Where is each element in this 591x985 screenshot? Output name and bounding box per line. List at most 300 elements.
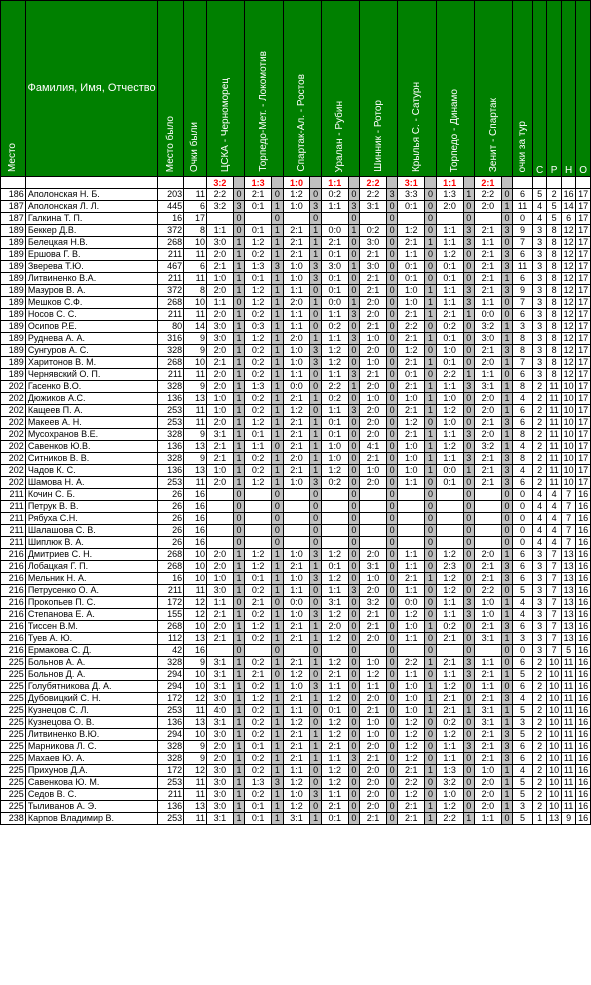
prediction-cell: 1:1	[283, 309, 310, 321]
stat-cell: 2	[532, 417, 546, 429]
prediction-points-cell: 1	[272, 765, 283, 777]
tour-points-cell: 6	[513, 477, 533, 489]
stat-cell: 11	[547, 477, 561, 489]
prediction-cell: 2:1	[398, 405, 425, 417]
prediction-points-cell: 0	[463, 573, 474, 585]
place-cell: 225	[1, 705, 26, 717]
prediction-points-cell: 0	[463, 273, 474, 285]
prediction-cell: 1:2	[321, 345, 348, 357]
prediction-cell: 0:2	[245, 705, 272, 717]
prediction-points-cell: 3	[501, 417, 512, 429]
prediction-cell: 1:2	[245, 477, 272, 489]
tour-points-cell: 5	[513, 669, 533, 681]
prediction-points-cell: 1	[501, 381, 512, 393]
tour-points-cell: 5	[513, 813, 533, 825]
name-cell: Харитонов В. М.	[25, 357, 157, 369]
prediction-points-cell: 1	[233, 801, 244, 813]
prediction-points-cell: 1	[425, 765, 436, 777]
prediction-cell	[245, 537, 272, 549]
tour-points-cell: 6	[513, 753, 533, 765]
place-was-cell: 136	[158, 393, 184, 405]
prediction-points-cell: 0	[463, 249, 474, 261]
prediction-cell	[474, 213, 501, 225]
prediction-points-cell: 1	[233, 357, 244, 369]
tour-points-cell: 5	[513, 729, 533, 741]
prediction-cell: 1:2	[321, 609, 348, 621]
place-was-cell: 26	[158, 537, 184, 549]
stat-cell: 10	[547, 681, 561, 693]
prediction-points-cell: 1	[501, 669, 512, 681]
prediction-cell: 0:0	[283, 597, 310, 609]
prediction-points-cell: 3	[310, 573, 321, 585]
prediction-cell: 2:1	[436, 657, 463, 669]
prediction-points-cell: 0	[425, 513, 436, 525]
prediction-cell: 0:1	[321, 273, 348, 285]
prediction-cell	[436, 213, 463, 225]
place-cell: 225	[1, 801, 26, 813]
header-row	[1, 1, 591, 177]
prediction-points-cell: 0	[463, 501, 474, 513]
prediction-points-cell: 0	[348, 213, 359, 225]
prediction-points-cell: 0	[501, 645, 512, 657]
prediction-cell: 0:2	[321, 477, 348, 489]
prediction-points-cell: 0	[386, 669, 397, 681]
prediction-points-cell: 1	[501, 333, 512, 345]
prediction-cell: 2:3	[436, 561, 463, 573]
prediction-points-cell: 0	[272, 537, 283, 549]
place-was-cell: 172	[158, 693, 184, 705]
place-was-cell: 372	[158, 225, 184, 237]
place-cell: 216	[1, 621, 26, 633]
stat-cell: 3	[532, 297, 546, 309]
prediction-points-cell: 0	[310, 801, 321, 813]
prediction-points-cell: 0	[386, 789, 397, 801]
prediction-points-cell: 1	[233, 741, 244, 753]
stat-cell: 11	[561, 777, 575, 789]
prediction-points-cell: 1	[233, 777, 244, 789]
stat-cell: 16	[576, 585, 591, 597]
stat-cell: 17	[576, 405, 591, 417]
prediction-points-cell: 0	[348, 645, 359, 657]
prediction-points-cell: 0	[425, 249, 436, 261]
stat-cell: 17	[576, 261, 591, 273]
stat-cell: 10	[547, 801, 561, 813]
stat-cell: 11	[547, 441, 561, 453]
prediction-cell	[398, 501, 425, 513]
tour-points-cell: 6	[513, 741, 533, 753]
prediction-cell: 1:2	[436, 249, 463, 261]
name-cell: Ермакова С. Д.	[25, 645, 157, 657]
prediction-points-cell: 1	[233, 669, 244, 681]
prediction-cell: 2:1	[360, 753, 387, 765]
prediction-cell: 2:1	[474, 453, 501, 465]
prediction-points-cell: 1	[233, 429, 244, 441]
stat-cell: 16	[576, 777, 591, 789]
stat-cell: 16	[576, 717, 591, 729]
prediction-cell	[436, 489, 463, 501]
tour-points-cell: 0	[513, 513, 533, 525]
prediction-cell: 0:2	[436, 321, 463, 333]
prediction-cell: 2:0	[206, 549, 233, 561]
place-cell: 189	[1, 369, 26, 381]
prediction-points-cell: 0	[425, 561, 436, 573]
prediction-points-cell: 0	[348, 285, 359, 297]
prediction-cell: 1:2	[321, 549, 348, 561]
prediction-points-cell: 0	[425, 585, 436, 597]
prediction-points-cell: 0	[272, 597, 283, 609]
prediction-points-cell: 0	[386, 381, 397, 393]
stat-cell: 16	[576, 501, 591, 513]
place-was-cell: 316	[158, 333, 184, 345]
place-was-cell: 328	[158, 381, 184, 393]
prediction-cell: 1:1	[436, 225, 463, 237]
name-cell: Руднева А. А.	[25, 333, 157, 345]
tour-points-cell: 7	[513, 237, 533, 249]
prediction-cell: 2:1	[245, 189, 272, 201]
prediction-points-cell: 1	[501, 789, 512, 801]
prediction-cell: 1:1	[206, 597, 233, 609]
prediction-cell: 0:3	[245, 321, 272, 333]
stat-cell: 17	[576, 393, 591, 405]
prediction-cell: 0:2	[245, 657, 272, 669]
prediction-points-cell: 1	[233, 585, 244, 597]
stat-cell: 4	[532, 489, 546, 501]
stat-cell: 12	[561, 297, 575, 309]
prediction-points-cell: 3	[501, 573, 512, 585]
stat-cell: 16	[561, 189, 575, 201]
prediction-cell: 2:1	[474, 417, 501, 429]
prediction-cell: 1:2	[321, 657, 348, 669]
place-cell: 225	[1, 657, 26, 669]
prediction-points-cell: 1	[233, 633, 244, 645]
prediction-cell: 2:1	[321, 237, 348, 249]
prediction-cell: 0:1	[245, 201, 272, 213]
prediction-points-cell: 0	[348, 441, 359, 453]
name-cell: Аполонская Н. Б.	[25, 189, 157, 201]
prediction-points-cell: 1	[272, 357, 283, 369]
place-cell: 189	[1, 321, 26, 333]
prediction-points-cell: 1	[501, 441, 512, 453]
prediction-cell: 2:2	[206, 189, 233, 201]
stat-cell: 16	[576, 537, 591, 549]
prediction-cell: 2:1	[474, 573, 501, 585]
prediction-points-cell: 1	[272, 309, 283, 321]
stat-cell: 11	[561, 729, 575, 741]
prediction-cell	[245, 501, 272, 513]
prediction-cell: 1:2	[398, 225, 425, 237]
match-result: 2:1	[474, 177, 501, 189]
prediction-points-cell: 0	[348, 729, 359, 741]
prediction-cell: 3:1	[321, 597, 348, 609]
prediction-cell	[245, 645, 272, 657]
prediction-cell: 0:2	[245, 681, 272, 693]
prediction-points-cell: 0	[463, 585, 474, 597]
prediction-points-cell: 0	[233, 525, 244, 537]
stat-cell: 2	[532, 729, 546, 741]
prediction-cell: 2:1	[283, 633, 310, 645]
stat-cell: 12	[561, 261, 575, 273]
prediction-cell: 1:0	[283, 201, 310, 213]
prediction-points-cell: 0	[425, 789, 436, 801]
match-header-1: ЦСКА - Черноморец	[206, 1, 244, 177]
prediction-cell: 0:1	[245, 225, 272, 237]
prediction-points-cell: 0	[348, 573, 359, 585]
prediction-cell: 1:2	[436, 801, 463, 813]
prediction-cell: 2:0	[360, 801, 387, 813]
name-cell: Макеев А. Н.	[25, 417, 157, 429]
table-row	[1, 441, 591, 453]
prediction-points-cell: 3	[501, 561, 512, 573]
prediction-points-cell: 0	[348, 525, 359, 537]
prediction-points-cell: 1	[425, 297, 436, 309]
prediction-cell: 0:0	[321, 225, 348, 237]
place-cell: 225	[1, 765, 26, 777]
table-row	[1, 741, 591, 753]
table-row	[1, 321, 591, 333]
prediction-points-cell: 0	[310, 309, 321, 321]
prediction-points-cell: 0	[233, 489, 244, 501]
prediction-points-cell: 0	[425, 549, 436, 561]
place-was-cell: 136	[158, 465, 184, 477]
prediction-points-cell: 0	[386, 429, 397, 441]
results-separator	[272, 177, 283, 189]
prediction-points-cell: 0	[386, 297, 397, 309]
tour-points-cell: 9	[513, 225, 533, 237]
points-were-cell: 11	[184, 405, 207, 417]
prediction-cell: 1:1	[360, 681, 387, 693]
prediction-cell: 4:1	[360, 441, 387, 453]
prediction-points-cell: 0	[386, 729, 397, 741]
prediction-cell: 0:2	[245, 309, 272, 321]
stat-cell: 11	[561, 681, 575, 693]
prediction-points-cell: 0	[272, 489, 283, 501]
prediction-cell: 1:0	[398, 453, 425, 465]
prediction-points-cell: 1	[233, 609, 244, 621]
prediction-points-cell: 1	[501, 357, 512, 369]
stat-cell: 16	[576, 573, 591, 585]
prediction-cell: 1:1	[474, 237, 501, 249]
prediction-points-cell: 1	[272, 789, 283, 801]
place-cell: 216	[1, 597, 26, 609]
prediction-points-cell: 0	[272, 645, 283, 657]
place-was-cell: 26	[158, 513, 184, 525]
prediction-cell: 1:1	[398, 549, 425, 561]
stat-cell: 3	[532, 285, 546, 297]
prediction-cell: 2:0	[283, 453, 310, 465]
table-row	[1, 213, 591, 225]
prediction-points-cell: 0	[348, 273, 359, 285]
prediction-cell: 0:2	[436, 621, 463, 633]
place-was-cell: 467	[158, 261, 184, 273]
prediction-cell: 0:2	[321, 393, 348, 405]
prediction-points-cell: 1	[425, 453, 436, 465]
prediction-points-cell: 3	[348, 309, 359, 321]
prediction-points-cell: 1	[272, 417, 283, 429]
stat-cell: 11	[561, 657, 575, 669]
prediction-cell: 1:2	[321, 573, 348, 585]
prediction-cell: 1:2	[436, 573, 463, 585]
prediction-cell	[321, 501, 348, 513]
stat-cell: 12	[561, 345, 575, 357]
results-blank	[25, 177, 157, 189]
prediction-cell: 2:2	[436, 369, 463, 381]
stat-cell: 17	[576, 297, 591, 309]
place-cell: 216	[1, 561, 26, 573]
prediction-cell: 2:0	[474, 393, 501, 405]
match-header-6: Крылья С. - Сатурн	[398, 1, 436, 177]
prediction-points-cell: 0	[386, 249, 397, 261]
name-cell: Галкина Т. П.	[25, 213, 157, 225]
prediction-cell: 2:2	[398, 777, 425, 789]
prediction-points-cell: 0	[425, 525, 436, 537]
stat-cell: 8	[547, 333, 561, 345]
prediction-cell: 2:1	[283, 693, 310, 705]
prediction-cell: 2:0	[206, 369, 233, 381]
prediction-points-cell: 0	[386, 345, 397, 357]
prediction-cell: 2:1	[474, 465, 501, 477]
prediction-points-cell: 0	[463, 261, 474, 273]
stat-cell: 16	[576, 801, 591, 813]
prediction-points-cell: 0	[425, 273, 436, 285]
place-was-cell: 268	[158, 297, 184, 309]
prediction-points-cell: 0	[348, 549, 359, 561]
stat-cell: 16	[576, 609, 591, 621]
prediction-points-cell: 1	[310, 333, 321, 345]
prediction-cell: 2:0	[474, 549, 501, 561]
stat-cell: 10	[561, 453, 575, 465]
prediction-cell: 2:1	[474, 669, 501, 681]
table-row	[1, 513, 591, 525]
prediction-points-cell: 0	[425, 753, 436, 765]
prediction-points-cell: 0	[425, 633, 436, 645]
place-was-cell: 294	[158, 681, 184, 693]
prediction-points-cell: 0	[463, 753, 474, 765]
prediction-cell: 1:1	[321, 753, 348, 765]
prediction-cell: 0:2	[360, 225, 387, 237]
prediction-points-cell: 1	[310, 453, 321, 465]
prediction-cell: 2:0	[360, 381, 387, 393]
points-were-cell: 10	[184, 357, 207, 369]
stat-cell: 10	[561, 465, 575, 477]
stat-cell: 2	[532, 657, 546, 669]
table-row	[1, 573, 591, 585]
name-cell: Туев А. Ю.	[25, 633, 157, 645]
prediction-cell: 1:1	[398, 477, 425, 489]
stat-cell: 10	[561, 429, 575, 441]
prediction-points-cell: 1	[310, 237, 321, 249]
prediction-cell: 3:0	[206, 333, 233, 345]
prediction-cell: 0:1	[398, 261, 425, 273]
table-row	[1, 777, 591, 789]
stat-cell: 11	[561, 705, 575, 717]
place-cell: 211	[1, 537, 26, 549]
stat-cell: 3	[532, 333, 546, 345]
stat-cell: 16	[576, 561, 591, 573]
table-row	[1, 609, 591, 621]
prediction-points-cell: 0	[310, 525, 321, 537]
prediction-cell	[360, 645, 387, 657]
prediction-points-cell: 3	[348, 405, 359, 417]
match-header-3: Спартак-Ал. - Ростов	[283, 1, 321, 177]
prediction-points-cell: 1	[233, 285, 244, 297]
prediction-cell: 2:1	[321, 801, 348, 813]
points-were-cell: 17	[184, 213, 207, 225]
tour-points-cell: 4	[513, 609, 533, 621]
prediction-cell: 2:0	[474, 429, 501, 441]
prediction-points-cell: 0	[501, 213, 512, 225]
name-cell: Дубовицкий С. Н.	[25, 693, 157, 705]
prediction-cell: 2:1	[474, 561, 501, 573]
place-was-cell: 253	[158, 405, 184, 417]
points-were-cell: 11	[184, 417, 207, 429]
stat-cell: 11	[561, 741, 575, 753]
prediction-points-cell: 1	[463, 189, 474, 201]
prediction-cell: 1:1	[436, 237, 463, 249]
stat-cell: 2	[532, 441, 546, 453]
stat-cell: 10	[547, 705, 561, 717]
prediction-cell	[283, 513, 310, 525]
prediction-points-cell: 1	[425, 393, 436, 405]
stat-cell: 16	[576, 693, 591, 705]
prediction-cell	[360, 501, 387, 513]
stat-cell: 8	[547, 369, 561, 381]
prediction-points-cell: 3	[310, 345, 321, 357]
prediction-points-cell: 1	[272, 321, 283, 333]
prediction-cell: 2:0	[360, 633, 387, 645]
name-cell: Кащеев П. А.	[25, 405, 157, 417]
stat-cell: 16	[576, 597, 591, 609]
tour-points-cell: 3	[513, 633, 533, 645]
table-row	[1, 453, 591, 465]
prediction-cell: 1:0	[360, 393, 387, 405]
place-cell: 225	[1, 741, 26, 753]
stat-cell: 13	[561, 633, 575, 645]
table-row	[1, 225, 591, 237]
prediction-points-cell: 3	[501, 477, 512, 489]
points-were-cell: 6	[184, 201, 207, 213]
prediction-points-cell: 1	[272, 681, 283, 693]
points-were-cell: 11	[184, 189, 207, 201]
prediction-points-cell: 0	[348, 705, 359, 717]
stat-cell: 8	[547, 297, 561, 309]
prediction-cell: 1:2	[321, 693, 348, 705]
prediction-cell: 2:0	[360, 693, 387, 705]
prediction-cell: 1:0	[474, 597, 501, 609]
stat-cell: 7	[547, 549, 561, 561]
prediction-cell: 0:2	[245, 729, 272, 741]
prediction-points-cell: 0	[501, 537, 512, 549]
prediction-cell: 1:2	[321, 777, 348, 789]
prediction-points-cell: 1	[348, 225, 359, 237]
stat-cell: 2	[532, 717, 546, 729]
prediction-points-cell: 0	[233, 645, 244, 657]
prediction-cell: 1:0	[398, 393, 425, 405]
points-were-cell: 10	[184, 729, 207, 741]
place-cell: 216	[1, 645, 26, 657]
prediction-points-cell: 0	[272, 513, 283, 525]
prediction-cell	[474, 525, 501, 537]
place-header: Место	[1, 1, 26, 177]
points-were-cell: 9	[184, 753, 207, 765]
stat-cell: 16	[576, 765, 591, 777]
name-cell: Шалашова С. В.	[25, 525, 157, 537]
prediction-cell: 2:1	[283, 393, 310, 405]
prediction-points-cell: 0	[501, 813, 512, 825]
prediction-cell: 1:2	[321, 633, 348, 645]
prediction-cell: 1:1	[436, 669, 463, 681]
prediction-points-cell: 0	[348, 741, 359, 753]
points-were-cell: 16	[184, 489, 207, 501]
